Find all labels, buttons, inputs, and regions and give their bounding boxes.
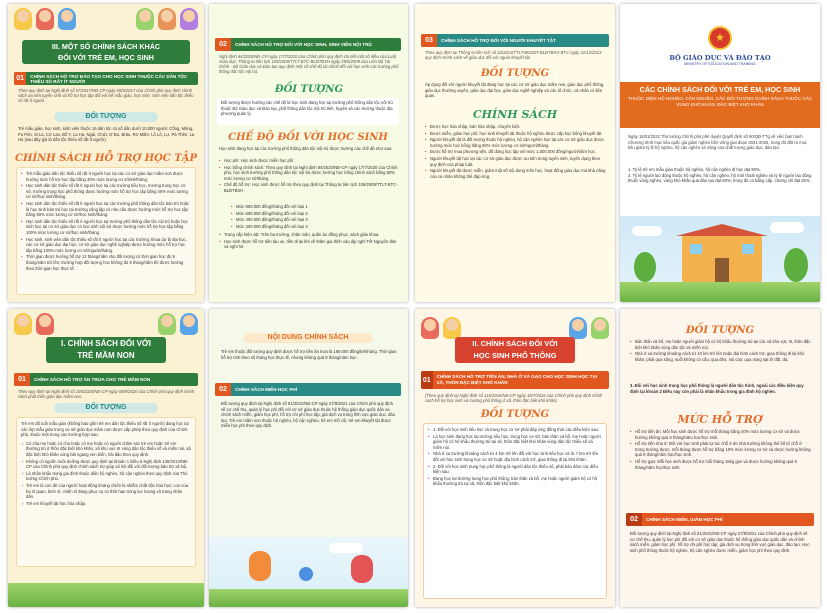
target-heading: ĐỐI TƯỢNG — [480, 409, 550, 420]
brochure-panel-other-policies — [8, 4, 204, 302]
cover-subtitle: THUỘC DIỆN HỘ NGHÈO, CẬN NGHÈO, CÁC ĐỐI TƯỢNG CHÍNH SÁCH THUỘC CÁC VÙNG KHÓ KHĂN, ĐẶC BIỆT KHÓ KHĂN — [627, 96, 813, 107]
children-illustration — [14, 8, 76, 30]
regime-list — [219, 158, 399, 195]
target-text: Áp dụng đối với người khuyết tật đang học tại các cơ sở giáo dục mầm non, giáo dục phổ thông, giáo dục thường xuyên, giáo dục đại học, giáo dục nghề nghiệp và các tổ chức, cá nhân có liên quan. — [425, 82, 605, 99]
list-item: • Hỗ trợ gạo: Mỗi học sinh được hỗ trợ mỗi tháng 15kg gạo và được hưởng không quá 9 tháng/năm học/học sinh. — [630, 459, 812, 470]
list-item: • Học sinh dân tộc thiểu số rất ít người học tại trường phổ thông dân tộc nội trú hoặc học sinh học tại cơ sở giáo dục có học sinh nội trú được hưởng mức hỗ trợ học tập bằng 100% mức lương cơ sở/học sinh/tháng. — [21, 219, 191, 236]
panel-title: II. CHÍNH SÁCH ĐỐI VỚI HỌC SINH PHỔ THÔNG — [455, 337, 575, 363]
support-heading: CHÍNH SÁCH HỖ TRỢ HỌC TẬP — [15, 153, 197, 164]
list-item: • Học sinh dân tộc thiểu số rất ít người học tại các trường phổ thông dân tộc bán trú hoặc là học sinh bán trú học tại trường công lập có nhu cầu được hưởng mức hỗ trợ học tập bằng 50% mức lương cơ sở/học sinh/tháng. — [21, 201, 191, 218]
list-item: ✓ Là nhân khẩu trong gia đình thuộc diện hộ nghèo, hộ cận nghèo theo quy định của Thủ tướng Chính phủ. — [21, 471, 191, 482]
list-item: ✓ Có cha mẹ hoặc có cha hoặc có mẹ hoặc có người chăm sóc trẻ em hoặc trẻ em thường trú ở thôn đặc biệt khó khăn, xã khu vực III vùng dân tộc thiểu số và miền núi, xã đặc biệt khó khăn vùng bãi ngang ven biển, hải đảo theo quy định. — [21, 441, 191, 458]
list-item: • Người khuyết tật được miễn, giảm một số nội dung môn học, hoạt động giáo dục mà khả năng của cá nhân không thể đáp ứng. — [425, 168, 607, 179]
section-header: 01 CHÍNH SÁCH HỖ TRỢ ĐÀO TẠO CHO HỌC SINH THUỘC CÁC DÂN TỘC THIỂU SỐ RẤT ÍT NGƯỜI — [14, 72, 198, 85]
children-illustration — [158, 313, 198, 335]
target-text: Đối tượng được hưởng các chế độ là học sinh đang học tại trường phổ thông dân tộc nội trú thuộc Bộ Giáo dục và Đào tạo, phổ thông dân tộc nội trú tỉnh, huyện và các trường thuộc địa phương quản lý. — [221, 100, 393, 117]
target-heading: ĐỐI TƯỢNG — [54, 112, 158, 122]
legal-note: (Theo quy định tại Nghị định số 116/2016/NĐ-CP ngày 18/7/2016 của Chính phủ quy định chính sách hỗ trợ học sinh và trường phổ thông ở xã, thôn đặc biệt khó khăn) — [425, 393, 603, 403]
goal-item: 2. Tỷ lệ người lao động thuộc hộ nghèo, hộ cận nghèo, hộ mới thoát nghèo và tỷ lệ người lao động thuộc vùng nghèo, vùng khó khăn qua đào tạo đạt 60%; trong đó có bằng cấp, chứng chỉ đạt 25%. — [628, 172, 812, 184]
star-icon: ★ — [715, 32, 725, 44]
regime-intro: Học sinh đang học tại các trường phổ thông dân tộc nội trú được hưởng các chế độ như sau: — [219, 146, 393, 151]
regime-heading: CHẾ ĐỘ ĐỐI VỚI HỌC SINH — [228, 132, 388, 143]
list-item: ✓ Trẻ em khuyết tật học hòa nhập. — [21, 501, 191, 507]
fee-text: Đối tượng quy định tại Nghị định số 81/2021/NĐ-CP ngày 27/8/2021 của Chính phủ quy định về cơ chế thu, quản lý học phí đối với cơ sở giáo dục thuộc hệ thống giáo dục quốc dân và chính sách miễn, giảm học phí, hỗ trợ chi phí học tập; giá dịch vụ trong lĩnh vực giáo dục, đào tạo. Trẻ em mầm non thuộc hộ nghèo, hộ cận nghèo, trẻ em mồ côi, trẻ em khuyết tật được miễn học phí theo quy định. — [221, 401, 396, 429]
list-item: • Nhà ở xa trường khoảng cách từ 10 km trở lên hoặc địa hình cách trở, giao thông đi lại khó khăn: phải qua sông, suối không có cầu; qua đèo, núi cao; qua vùng sạt lở đất, đá. — [630, 351, 812, 362]
brochure-panel-preschool — [8, 309, 204, 607]
child-figure — [351, 555, 373, 583]
panel-title: III. MỘT SỐ CHÍNH SÁCH KHÁC ĐỐI VỚI TRẺ EM, HỌC SINH — [22, 40, 190, 64]
goal-item: 1. Tỷ lệ trẻ em mẫu giáo thuộc hộ nghèo, hộ cận nghèo đi học đạt 90%. — [628, 167, 761, 172]
brochure-panel-lunch-policy — [209, 309, 408, 607]
children-illustration — [569, 317, 609, 339]
list-item: • Học sinh dân tộc thiểu số rất ít người học tại các trường tiểu học, trường trung học cơ sở, trường trung học phổ thông được hưởng mức hỗ trợ học tập bằng 40% mức lương cơ sở/học sinh/tháng. — [21, 183, 191, 200]
level-list — [630, 429, 812, 471]
list-item: • Mức 400.000 đồng/tháng đối với loại 3 — [231, 217, 397, 223]
section-header: 02 CHÍNH SÁCH HỖ TRỢ ĐỐI VỚI HỌC SINH, SINH VIÊN NỘI TRÚ — [215, 38, 401, 51]
regime-note: 3. Đối với học sinh trung học phổ thông là người dân tộc Kinh, ngoài các điều kiện quy định tại khoản 2 Điều này còn phải là nhân khẩu trong gia đình hộ nghèo. — [630, 383, 804, 394]
policy-heading: CHÍNH SÁCH — [472, 108, 558, 121]
list-item: • Là học sinh đang học tại trường tiểu học, trung học cơ sở; bản thân và bố, mẹ hoặc người giám hộ có hộ khẩu thường trú tại xã, thôn đặc biệt khó khăn vùng dân tộc thiểu số và miền núi. — [428, 434, 602, 451]
cover-intro: Ngày 18/01/2022 Thủ tướng Chính phủ phê duyệt Quyết định số 90/QĐ-TTg về việc ban hành Chương trình mục tiêu quốc gia giảm nghèo bền vững giai đoạn 2021-2025, trong đó đặt ra mục tiêu giảm tỷ lệ hộ nghèo, hộ cận nghèo và nâng cao chất lượng giáo dục, đào tạo. — [628, 134, 807, 151]
ball-icon — [299, 567, 313, 581]
list-item: ✓ Trẻ em là con đẻ của người hoạt động kháng chiến bị nhiễm chất độc hóa học; con của hạ sĩ quan, binh sĩ, chiến sĩ đang phục vụ có thời hạn trong lực lượng vũ trang nhân dân. — [21, 483, 191, 500]
list-item: • Được hỗ trợ mua phương tiện, đồ dùng học tập với mức 1.000.000 đồng/người/năm học. — [425, 149, 607, 155]
target-list — [17, 441, 195, 507]
school-illustration — [620, 216, 820, 302]
cover-title-block — [620, 82, 820, 128]
list-item: ✓ Không có nguồn nuôi dưỡng được quy định tại khoản 1 Điều 5 Nghị định 136/2013/NĐ-CP của Chính phủ quy định chính sách trợ giúp xã hội đối với đối tượng bảo trợ xã hội. — [21, 459, 191, 470]
national-emblem-icon — [708, 26, 732, 50]
ministry-name: BỘ GIÁO DỤC VÀ ĐÀO TẠO — [669, 54, 771, 62]
fee-text: Đối tượng quy định tại Nghị định số 81/2021/NĐ-CP ngày 27/8/2021 của Chính phủ quy định về cơ chế thu, quản lý học phí đối với cơ sở giáo dục thuộc hệ thống giáo dục quốc dân và chính sách miễn, giảm học phí, hỗ trợ chi phí học tập; giá dịch vụ trong lĩnh vực giáo dục, đào tạo. Học sinh phổ thông thuộc hộ nghèo, hộ cận nghèo được miễn, giảm học phí theo quy định. — [630, 531, 810, 553]
target-heading: ĐỐI TƯỢNG — [274, 84, 344, 95]
list-item: • Được miễn, giảm học phí; học sinh khuyết tật thuộc hộ nghèo được cấp học bổng khuyết tật. — [425, 131, 607, 137]
legal-note: Theo quy định tại Nghị định số 57/2017/NĐ-CP ngày 09/5/2017 của Chính phủ quy định chính sách ưu tiên tuyển sinh và hỗ trợ học tập đối với trẻ mẫu giáo, học sinh, sinh viên dân tộc thiểu số rất ít người. — [18, 88, 194, 103]
grass-decoration — [8, 583, 204, 607]
list-item: • Mức 600.000 đồng/tháng đối với loại 2 — [231, 211, 397, 217]
target-box — [217, 98, 399, 125]
level-heading: MỨC HỖ TRỢ — [677, 413, 763, 426]
brochure-panel-boarding-policy — [209, 4, 408, 302]
extra-list — [219, 232, 399, 251]
section-header: 02 CHÍNH SÁCH MIỄN, GIẢM HỌC PHÍ — [626, 513, 814, 526]
brochure-cover — [620, 4, 820, 302]
target-box — [423, 423, 607, 599]
content-text: Trẻ em thuộc đối tượng quy định được hỗ trợ tiền ăn trưa là 160.000 đồng/trẻ/tháng. Thời gian hỗ trợ tính theo số tháng học thực tế, nhưng không quá 9 tháng/năm học. — [221, 349, 397, 360]
section-header: 01 CHÍNH SÁCH HỖ TRỢ ĂN TRƯA CHO TRẺ MẦM NON — [14, 373, 198, 386]
list-item: • Được học hòa nhập, bán hòa nhập, chuyên biệt. — [425, 124, 607, 130]
target-text: Trẻ em độ tuổi mẫu giáo (không bao gồm trẻ em dân tộc thiểu số rất ít người) đang học tại các lớp mẫu giáo trong cơ sở giáo dục mầm non được cấp phép theo quy định của Chính phủ, thuộc một trong các trường hợp sau: — [21, 421, 189, 438]
list-item: • Bản thân và bố, mẹ hoặc người giám hộ có hộ khẩu thường trú tại các xã khu vực III, thôn đặc biệt khó khăn vùng dân tộc và miền núi. — [630, 339, 812, 350]
list-item: • Thời gian được hưởng hỗ trợ 12 tháng/năm cho đối tượng có thời gian học đủ 9 tháng/năm trở lên; trường hợp đối tượng học không đủ 9 tháng/năm thì được hưởng theo thời gian học thực tế. — [21, 254, 191, 271]
target-heading: ĐỐI TƯỢNG — [480, 68, 550, 79]
list-item: • Chế độ hỗ trợ: Học sinh được hỗ trợ theo quy định tại Thông tư liên tịch 109/2009/TTLT-BTC-BLĐTBXH. — [219, 182, 399, 193]
list-item: • Nhà ở xa trường khoảng cách từ 4 km trở lên đối với học sinh tiểu học và từ 7 km trở lên đối với học sinh trung học cơ sở hoặc địa hình cách trở, giao thông đi lại khó khăn. — [428, 451, 602, 462]
brochure-panel-general-school — [415, 309, 615, 607]
list-item: • Trang cấp hiện vật: Trên ba trường, chăn màn, quần áo đồng phục, sách giáo khoa. — [219, 232, 399, 238]
children-illustration — [136, 8, 198, 30]
content-heading: NỘI DUNG CHÍNH SÁCH — [243, 333, 373, 343]
target-text: Trẻ mẫu giáo, học sinh, sinh viên thuộc 16 dân tộc có số dân dưới 10.000 người: Cống, Mảng, Pu Péo, Si La, Cờ Lao, Bố Y, La Ha, Ngái, Chứt, Ơ Đu, Brâu, Rơ Măm, Lô Lô, Lự, Pà Thẻn, La Hủ (sau đây gọi là dân tộc thiểu số rất ít người). — [18, 126, 195, 143]
ministry-name-en: MINISTRY OF EDUCATION AND TRAINING — [684, 62, 756, 66]
legal-note: Theo quy định tại Nghị định số 105/2020/NĐ-CP ngày 08/9/2020 của Chính phủ quy định chính sách phát triển giáo dục mầm non. — [18, 389, 195, 399]
panel-title: I. CHÍNH SÁCH ĐỐI VỚI TRẺ MẦM NON — [46, 337, 166, 363]
cover-title: CÁC CHÍNH SÁCH ĐỐI VỚI TRẺ EM, HỌC SINH — [639, 85, 801, 94]
list-item: • Trẻ mẫu giáo dân tộc thiểu số rất ít người học tại các cơ sở giáo dục mầm non được hưởng mức hỗ trợ học tập bằng 30% mức lương cơ sở/trẻ/tháng. — [21, 171, 191, 182]
legal-note: Theo quy định tại Thông tư liên tịch số 42/2013/TTLT-BGDĐT-BLĐTBXH-BTC ngày 31/12/2013 quy định chính sách về giáo dục đối với người khuyết tật. — [425, 50, 602, 60]
children-illustration — [421, 317, 461, 339]
brochure-panel-support-levels — [620, 309, 820, 607]
list-item: • Mức 300.000 đồng/tháng đối với loại 4 — [231, 224, 397, 230]
children-illustration — [14, 313, 54, 335]
list-item: • Học phí: Học sinh được miễn học phí. — [219, 158, 399, 164]
list-item: • Mức 800.000 đồng/tháng đối với loại 1 — [231, 204, 397, 210]
section-header: 02 CHÍNH SÁCH MIỄN HỌC PHÍ — [215, 383, 401, 396]
section-header: 01 CHÍNH SÁCH HỖ TRỢ TIỀN ĂN, NHÀ Ở VÀ GẠO CHO HỌC SINH HỌC TẠI XÃ, THÔN ĐẶC BIỆT KHÓ KHĂN — [421, 371, 609, 389]
playground-illustration — [209, 537, 408, 607]
target-list — [424, 424, 606, 491]
list-item: • Đang học tại trường trung học phổ thông; bản thân và bố, mẹ hoặc người giám hộ có hộ khẩu thường trú tại xã, thôn đặc biệt khó khăn. — [428, 476, 602, 487]
target-heading: ĐỐI TƯỢNG — [54, 403, 158, 413]
support-list-box — [16, 167, 196, 295]
school-building — [682, 236, 762, 282]
target-heading: ĐỐI TƯỢNG — [685, 325, 755, 336]
policy-list — [425, 124, 607, 180]
list-item: • Học sinh được hỗ trợ tiền tàu xe, tiền đi lại khi về thăm gia đình vào dịp nghỉ Tết Nguyên đán và nghỉ hè. — [219, 239, 399, 250]
list-item: • 1. Đối với học sinh tiểu học và trung học cơ sở phải đáp ứng đồng thời các điều kiện sau: — [428, 427, 602, 433]
list-item: • Học bổng chính sách: Theo quy định tại Nghị định 84/2020/NĐ-CP ngày 17/7/2020 của Chính phủ, học sinh trường phổ thông dân tộc nội trú được hưởng học bổng chính sách bằng 80% mức lương cơ sở/tháng. — [219, 165, 399, 182]
target-box — [16, 417, 196, 567]
list-item: • Người khuyết tật học tại các cơ sở giáo dục được ưu tiên trong tuyển sinh, tuyển dụng theo quy định của pháp luật. — [425, 156, 607, 167]
legal-note: Nghị định 84/2020/NĐ-CP ngày 17/7/2020 của Chính phủ quy định chi tiết một số điều của Luật Giáo dục; Thông tư liên tịch 109/2009/TTLT-BTC-BLĐTBXH ngày 29/5/2009 của Liên Bộ Tài chính - Bộ Giáo dục và Đào tạo quy định một số chế độ tài chính đối với học sinh các trường phổ thông dân tộc nội trú. — [219, 54, 399, 74]
list-item: • Hỗ trợ tiền nhà ở: Đối với học sinh phải tự túc chỗ ở do nhà trường không thể bố trí chỗ ở trong trường được, mỗi tháng được hỗ trợ bằng 10% mức lương cơ sở và được hưởng không quá 9 tháng/năm học/học sinh. — [630, 441, 812, 458]
brochure-panel-disability-policy — [415, 4, 615, 302]
list-item: • Hỗ trợ tiền ăn: Mỗi học sinh được hỗ trợ mỗi tháng bằng 40% mức lương cơ sở và được hưởng không quá 9 tháng/năm học/học sinh. — [630, 429, 812, 440]
section-header: 03 CHÍNH SÁCH HỖ TRỢ ĐỐI VỚI NGƯỜI KHUYẾT TẬT — [421, 34, 609, 47]
list-item: • 2. Đối với học sinh trung học phổ thông là người dân tộc thiểu số, phải bảo đảm các điều kiện sau: — [428, 464, 602, 475]
list-item: • Người khuyết tật là đối tượng thuộc hộ nghèo, hộ cận nghèo học tại các cơ sở giáo dục được hưởng mức học bổng bằng 80% mức lương cơ sở/người/tháng. — [425, 137, 607, 148]
list-item: • Học sinh, sinh viên dân tộc thiểu số rất ít người học tại các trường, khoa dự bị đại học, các cơ sở giáo dục đại học, cơ sở giáo dục nghề nghiệp được hưởng mức hỗ trợ học tập bằng 100% mức lương cơ sở/người/tháng. — [21, 237, 191, 254]
child-figure — [249, 551, 271, 581]
support-list — [17, 168, 195, 275]
goal-list — [628, 167, 812, 184]
target-list — [630, 339, 812, 363]
allowance-list — [231, 204, 397, 230]
